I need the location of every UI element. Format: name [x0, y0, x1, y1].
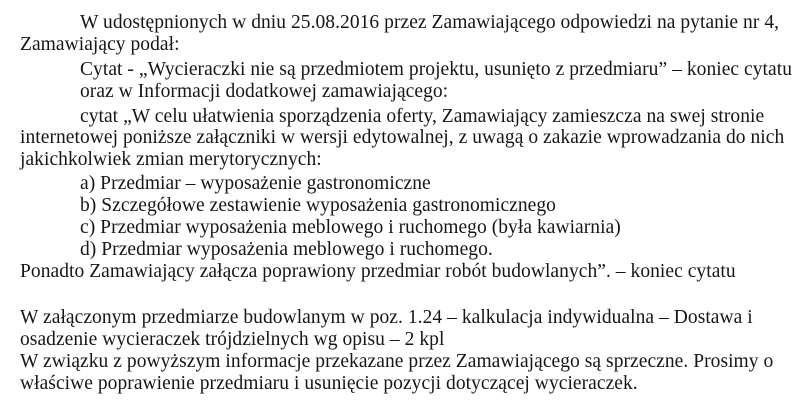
findings-line-1: W załączonym przedmiarze budowlanym w poz. 1.24 – kalkulacja indywidualna – Dostawa i — [20, 307, 753, 328]
quote-end-line: Ponadto Zamawiający załącza poprawiony przedmiar robót budowlanych”. – koniec cytatu — [20, 261, 736, 282]
attachment-item-a: a) Przedmiar – wyposażenie gastronomiczne — [80, 173, 431, 194]
quote-line-2: oraz w Informacji dodatkowej zamawiającego: — [80, 81, 449, 102]
quote-line-4: internetowej poniższe załączniki w wersji edytowalnej, z uwagą o zakazie wprowadzania do nich — [20, 127, 785, 148]
quote-line-5: jakichkolwiek zmian merytorycznych: — [20, 149, 322, 170]
quote-line-3: cytat „W celu ułatwienia sporządzenia oferty, Zamawiający zamieszcza na swej stronie — [80, 106, 765, 127]
intro-line-2: Zamawiający podał: — [20, 34, 180, 55]
intro-line-1: W udostępnionych w dniu 25.08.2016 przez Zamawiającego odpowiedzi na pytanie nr 4, — [80, 12, 780, 33]
attachment-item-b: b) Szczegółowe zestawienie wyposażenia gastronomicznego — [80, 195, 556, 216]
attachment-item-c: c) Przedmiar wyposażenia meblowego i ruchomego (była kawiarnia) — [80, 217, 621, 238]
findings-line-2: osadzenie wycieraczek trójdzielnych wg opisu – 2 kpl — [20, 329, 445, 350]
attachment-item-d: d) Przedmiar wyposażenia meblowego i ruchomego. — [80, 239, 493, 260]
quote-line-1: Cytat - „Wycieraczki nie są przedmiotem projektu, usunięto z przedmiaru” – koniec cytatu — [80, 59, 792, 80]
findings-line-3: W związku z powyższym informacje przekazane przez Zamawiającego są sprzeczne. Prosimy o — [20, 351, 774, 372]
findings-line-4: właściwe poprawienie przedmiaru i usunięcie pozycji dotyczącej wycieraczek. — [20, 373, 638, 394]
